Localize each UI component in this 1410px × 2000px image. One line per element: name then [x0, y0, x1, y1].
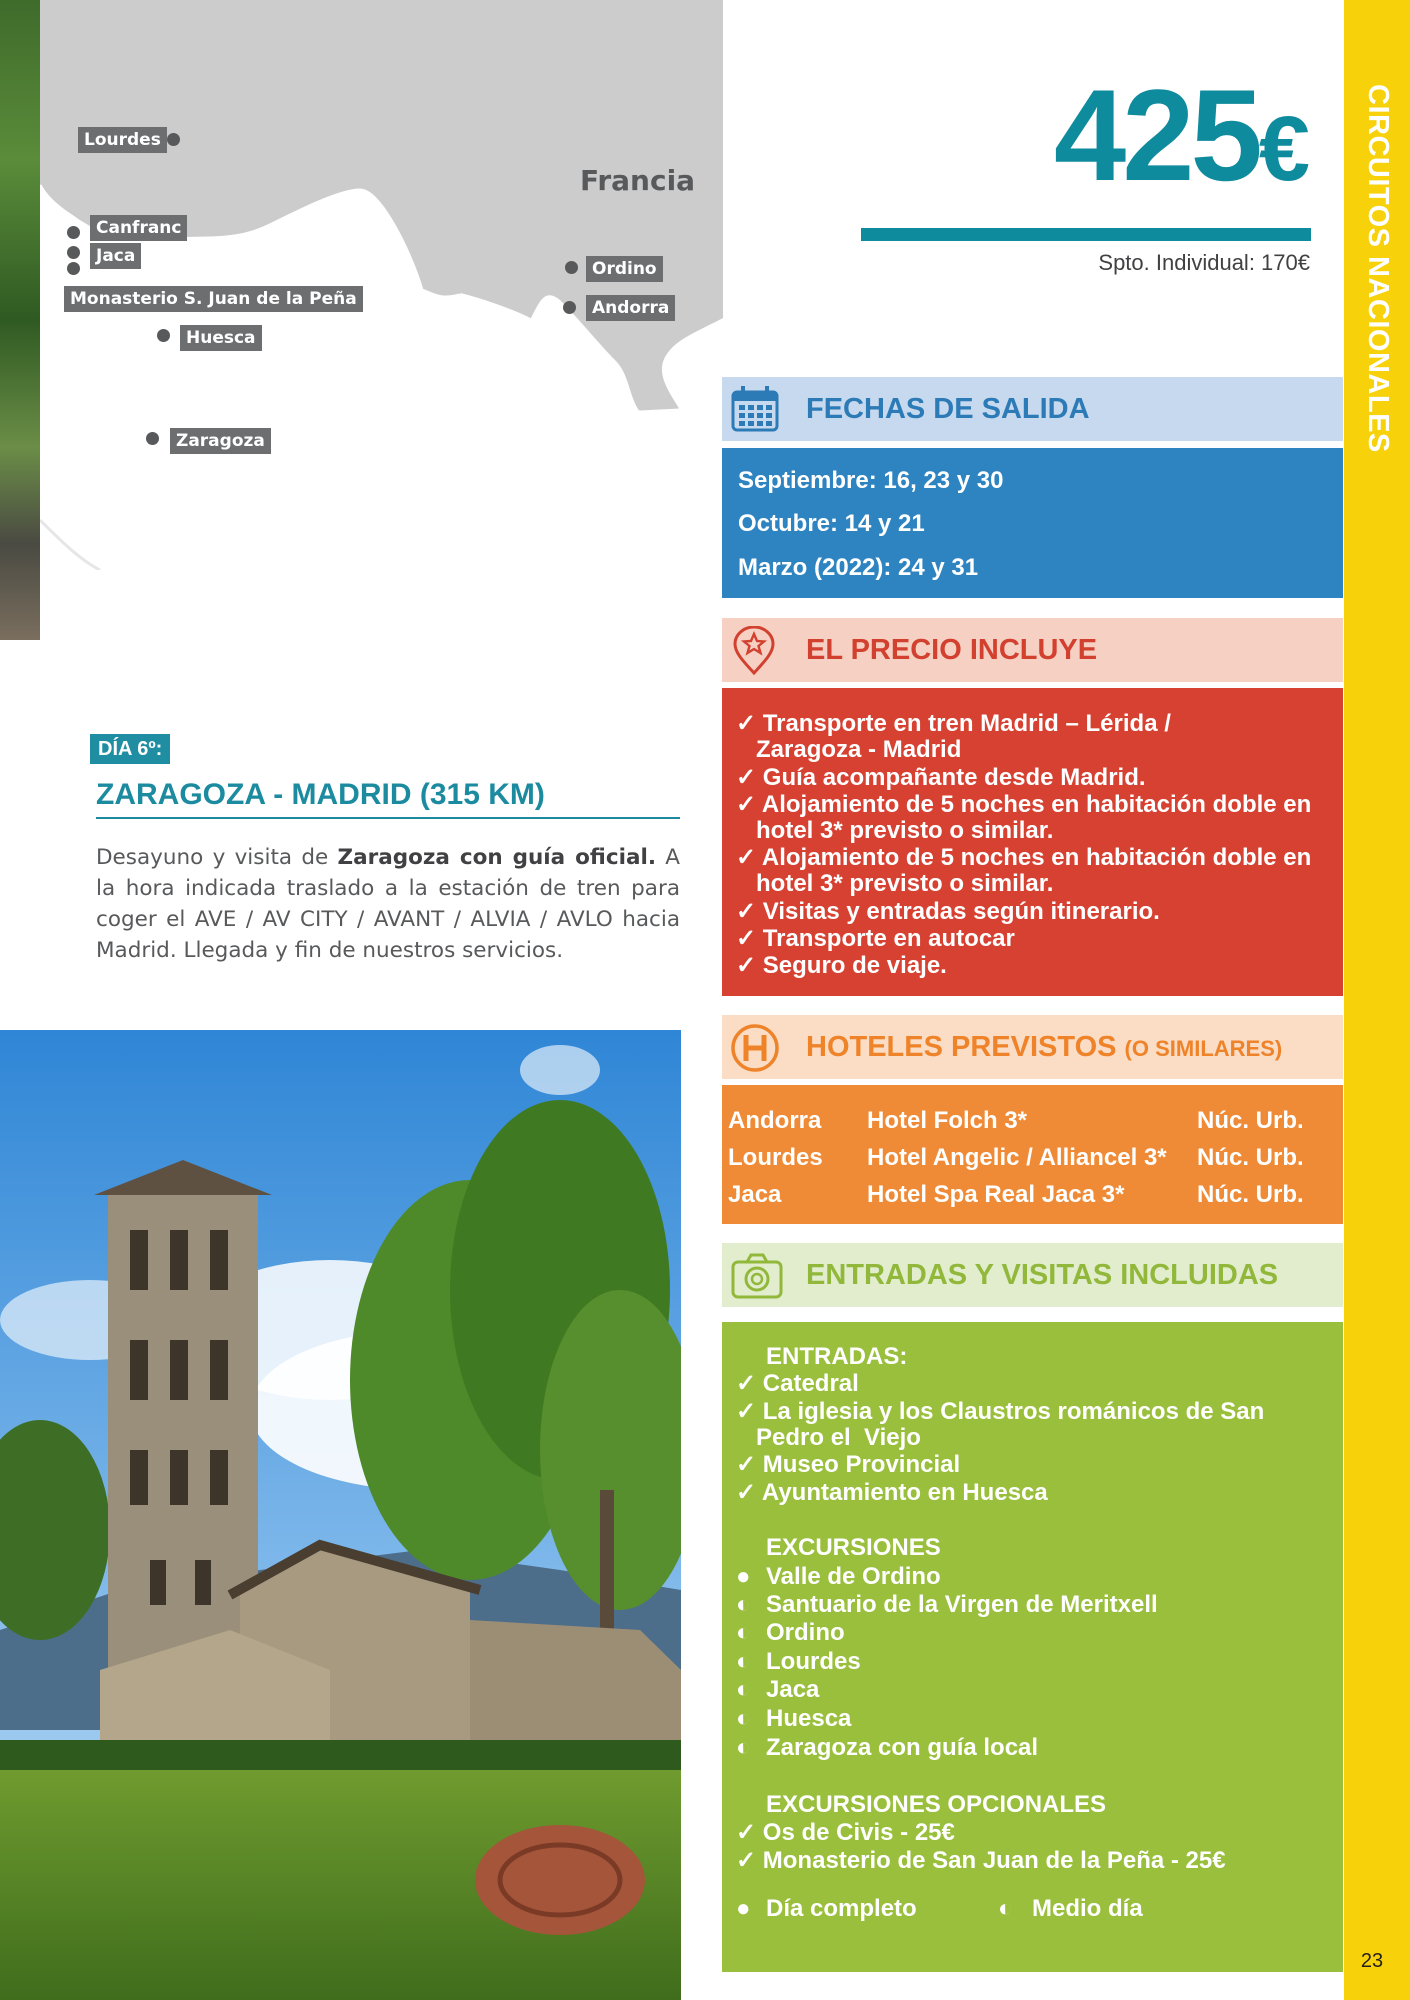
incluye-line: Zaragoza - Madrid [736, 736, 962, 763]
map-dot-huesca [157, 329, 170, 342]
excursion-mark: ● [736, 1563, 751, 1590]
excursion-item: Zaragoza con guía local [766, 1734, 1039, 1761]
opcional-item: ✓ Os de Civis - 25€ [736, 1819, 955, 1846]
incluye-line: ✓ Seguro de viaje. [736, 952, 947, 979]
excursion-mark: ◐ [736, 1591, 751, 1618]
incluye-line: ✓ Alojamiento de 5 noches en habitación doble en [736, 844, 1312, 871]
excursion-mark: ◐ [736, 1619, 751, 1646]
map-dot-monasterio [67, 262, 80, 275]
entradas-header [722, 1243, 1343, 1307]
hotel-name: Hotel Angelic / Alliancel 3* [867, 1144, 1167, 1171]
day-badge: DÍA 6º: [90, 734, 170, 764]
excursion-mark: ◐ [736, 1648, 751, 1675]
excursion-item: Valle de Ordino [766, 1563, 941, 1590]
map-dot-lourdes [167, 133, 180, 146]
fecha-line: Marzo (2022): 24 y 31 [738, 554, 979, 581]
incluye-line: ✓ Transporte en autocar [736, 925, 1015, 952]
map-label-andorra: Andorra [586, 295, 675, 321]
opcional-item: ✓ Monasterio de San Juan de la Peña - 25€ [736, 1847, 1226, 1874]
day-description [96, 842, 680, 966]
incluye-line: hotel 3* previsto o similar. [736, 870, 1054, 897]
entradas-heading: ENTRADAS: [766, 1343, 908, 1370]
price-rule [861, 228, 1311, 241]
map-label-jaca: Jaca [90, 243, 141, 269]
legend-half-mark: ◐ [998, 1895, 1013, 1922]
hotel-city: Lourdes [728, 1144, 823, 1171]
fechas-header [722, 377, 1343, 441]
incluye-line: hotel 3* previsto o similar. [736, 817, 1054, 844]
entrada-item: Pedro el Viejo [736, 1424, 921, 1451]
map-label-ordino: Ordino [586, 256, 663, 282]
map-country-label: Francia [580, 164, 696, 197]
incluye-line: ✓ Visitas y entradas según itinerario. [736, 898, 1160, 925]
page-number: 23 [1360, 1950, 1384, 1972]
hotel-zone: Núc. Urb. [1197, 1144, 1304, 1171]
camera-icon [730, 1251, 784, 1301]
price-amount: 425 [1053, 62, 1259, 208]
side-band-label [1344, 84, 1410, 484]
hotel-h-icon [730, 1023, 780, 1073]
price-currency: € [1258, 98, 1310, 200]
excursiones-heading: EXCURSIONES [766, 1534, 941, 1561]
hoteles-title: HOTELES PREVISTOS [806, 1031, 1117, 1063]
opcionales-heading: EXCURSIONES OPCIONALES [766, 1791, 1107, 1818]
church-photo-illustration [0, 1030, 681, 2000]
fecha-line: Septiembre: 16, 23 y 30 [738, 467, 1004, 494]
excursion-item: Jaca [766, 1676, 820, 1703]
excursion-item: Huesca [766, 1705, 852, 1732]
map-dot-andorra [563, 301, 576, 314]
day-text-start: Desayuno y visita de [96, 845, 338, 870]
map-dot-canfranc [67, 226, 80, 239]
hoteles-title-note: (O SIMILARES) [1124, 1036, 1283, 1061]
hotel-zone: Núc. Urb. [1197, 1107, 1304, 1134]
map-label-canfranc: Canfranc [90, 215, 187, 241]
hoteles-body [722, 1085, 1343, 1224]
day-text-bold: Zaragoza con guía oficial. [337, 845, 656, 870]
map-label-monasterio: Monasterio S. Juan de la Peña [64, 286, 363, 312]
side-band-text: CIRCUITOS NACIONALES [1362, 84, 1394, 453]
left-photo-strip [0, 0, 40, 640]
hotel-city: Jaca [728, 1181, 782, 1208]
map-label-zaragoza: Zaragoza [170, 428, 271, 454]
excursion-item: Lourdes [766, 1648, 861, 1675]
entradas-body [722, 1322, 1343, 1972]
incluye-title: EL PRECIO INCLUYE [806, 634, 1098, 666]
entradas-title: ENTRADAS Y VISITAS INCLUIDAS [806, 1259, 1279, 1291]
fechas-body [722, 448, 1343, 598]
legend-half-day: Medio día [1032, 1895, 1143, 1922]
day-text-end: A la hora indicada traslado a la estación de tren para coger el AVE / AV CITY / AVANT / ALVIA / AVLO hacia Madrid. Llegada y fin de nuestros servicios. [96, 845, 680, 963]
incluye-line: ✓ Transporte en tren Madrid – Lérida / [736, 710, 1171, 737]
map-label-huesca: Huesca [180, 325, 262, 351]
map-dot-ordino [565, 261, 578, 274]
entrada-item: ✓ Catedral [736, 1370, 859, 1397]
hotel-city: Andorra [728, 1107, 822, 1134]
map-label-lourdes: Lourdes [78, 127, 167, 153]
excursion-item: Ordino [766, 1619, 845, 1646]
hotel-name: Hotel Folch 3* [867, 1107, 1028, 1134]
day-title-rule [96, 817, 680, 819]
church-photo [0, 1030, 681, 2000]
map-dot-jaca [67, 246, 80, 259]
excursion-mark: ◐ [736, 1705, 751, 1732]
day-title: ZARAGOZA - MADRID (315 KM) [96, 778, 545, 811]
legend-full-mark: ● [736, 1895, 751, 1922]
route-map [40, 0, 723, 570]
excursion-mark: ◐ [736, 1734, 751, 1761]
incluye-header [722, 618, 1343, 682]
fechas-title: FECHAS DE SALIDA [806, 393, 1090, 425]
price [1020, 62, 1310, 214]
star-pin-icon [730, 626, 778, 676]
hoteles-header [722, 1015, 1343, 1079]
entrada-item: ✓ Museo Provincial [736, 1451, 961, 1478]
calendar-icon [730, 385, 780, 433]
legend-full-day: Día completo [766, 1895, 917, 1922]
entrada-item: ✓ Ayuntamiento en Huesca [736, 1479, 1048, 1506]
excursion-mark: ◐ [736, 1676, 751, 1703]
incluye-line: ✓ Guía acompañante desde Madrid. [736, 764, 1146, 791]
hotel-zone: Núc. Urb. [1197, 1181, 1304, 1208]
single-supplement: Spto. Individual: 170€ [1098, 250, 1310, 275]
incluye-body [722, 688, 1343, 996]
fecha-line: Octubre: 14 y 21 [738, 510, 925, 537]
hoteles-title-wrap [806, 1015, 1282, 1081]
map-dot-zaragoza [146, 432, 159, 445]
hotel-name: Hotel Spa Real Jaca 3* [867, 1181, 1125, 1208]
excursion-item: Santuario de la Virgen de Meritxell [766, 1591, 1158, 1618]
incluye-line: ✓ Alojamiento de 5 noches en habitación doble en [736, 791, 1312, 818]
entrada-item: ✓ La iglesia y los Claustros románicos de San [736, 1398, 1265, 1425]
